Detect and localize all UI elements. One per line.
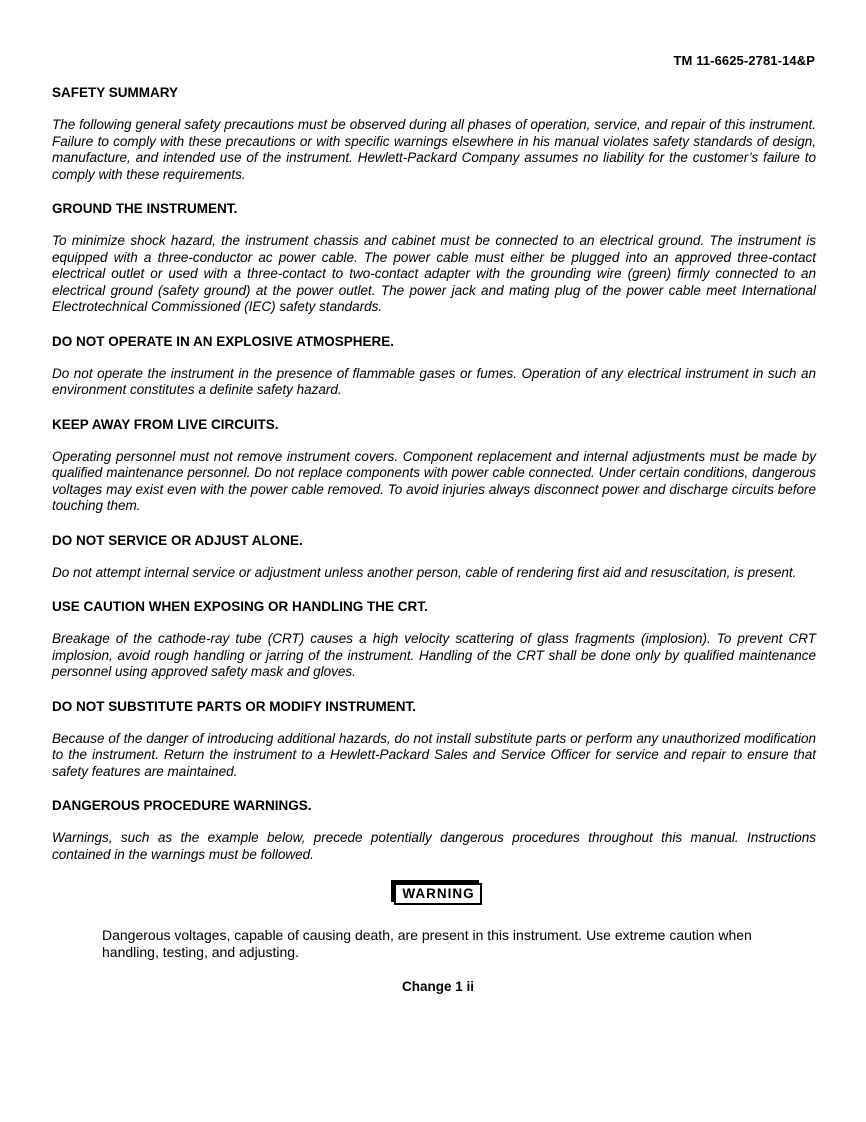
section-body-substitute-parts: Because of the danger of introducing additional hazards, do not install substitute parts or perform any unauthorized modification to the instrument. Return the instrument to a Hewlett-Packard Sales and Service Officer for service and repair to ensure that safety features are maintained.	[52, 730, 816, 779]
page-content	[52, 84, 816, 994]
page-number: Change 1 ii	[401, 979, 474, 994]
section-heading-dangerous-procedures: DANGEROUS PROCEDURE WARNINGS.	[52, 798, 312, 813]
section-heading-crt: USE CAUTION WHEN EXPOSING OR HANDLING THE CRT.	[52, 599, 428, 614]
warning-label: WARNING	[394, 883, 481, 905]
section-body-dangerous-procedures: Warnings, such as the example below, precede potentially dangerous procedures throughout this manual. Instructions contained in the warnings must be followed.	[52, 830, 816, 862]
section-heading-ground: GROUND THE INSTRUMENT.	[52, 201, 238, 216]
warning-text: Dangerous voltages, capable of causing death, are present in this instrument. Use extreme caution when handling, testing, and adjusting.	[102, 927, 752, 960]
section-heading-safety-summary: SAFETY SUMMARY	[52, 85, 179, 100]
section-body-live-circuits: Operating personnel must not remove instrument covers. Component replacement and internal adjustments must be made by qualified maintenance personnel. Do not replace components with power cable connected. Under certain conditions, dangerous voltages may exist even with the power cable removed. To avoid injuries always disconnect power and discharge circuits before touching them.	[52, 448, 816, 513]
section-heading-explosive: DO NOT OPERATE IN AN EXPLOSIVE ATMOSPHERE.	[52, 333, 395, 349]
section-body-crt: Breakage of the cathode-ray tube (CRT) causes a high velocity scattering of glass fragments (implosion). To prevent CRT implosion, avoid rough handling or jarring of the instrument. Handling of the CRT shall be done only by qualified maintenance personnel using approved safety mask and gloves.	[52, 631, 816, 679]
warning-label-wrap	[52, 883, 816, 905]
section-body-service-alone: Do not attempt internal service or adjustment unless another person, cable of rendering first aid and resuscitation, is present.	[52, 564, 797, 580]
section-body-explosive: Do not operate the instrument in the presence of flammable gases or fumes. Operation of any electrical instrument in such an environment constitutes a definite safety hazard.	[52, 365, 816, 397]
section-body-safety-summary: The following general safety precautions must be observed during all phases of operation, service, and repair of this instrument. Failure to comply with these precautions or with specific warnings elsewhere in his manual violates safety standards of design, manufacture, and intended use of the instrument. Hewlett-Packard Company assumes no liability for the customer’s failure to comply with these requirements.	[52, 117, 816, 182]
document-id: TM 11-6625-2781-14&P	[673, 53, 815, 68]
section-heading-live-circuits: KEEP AWAY FROM LIVE CIRCUITS.	[52, 416, 279, 432]
section-heading-substitute-parts: DO NOT SUBSTITUTE PARTS OR MODIFY INSTRUMENT.	[52, 698, 417, 714]
section-heading-service-alone: DO NOT SERVICE OR ADJUST ALONE.	[52, 532, 303, 548]
section-body-ground: To minimize shock hazard, the instrument chassis and cabinet must be connected to an electrical ground. The instrument is equipped with a three-conductor ac power cable. The power cable must either be plugged into an approved three-contact electrical outlet or used with a three-contact to two-contact adapter with the grounding wire (green) firmly connected to an electrical ground (safety ground) at the power outlet. The power jack and mating plug of the power cable meet International Electrotechnical Commissioned (IEC) safety standards.	[52, 233, 816, 314]
